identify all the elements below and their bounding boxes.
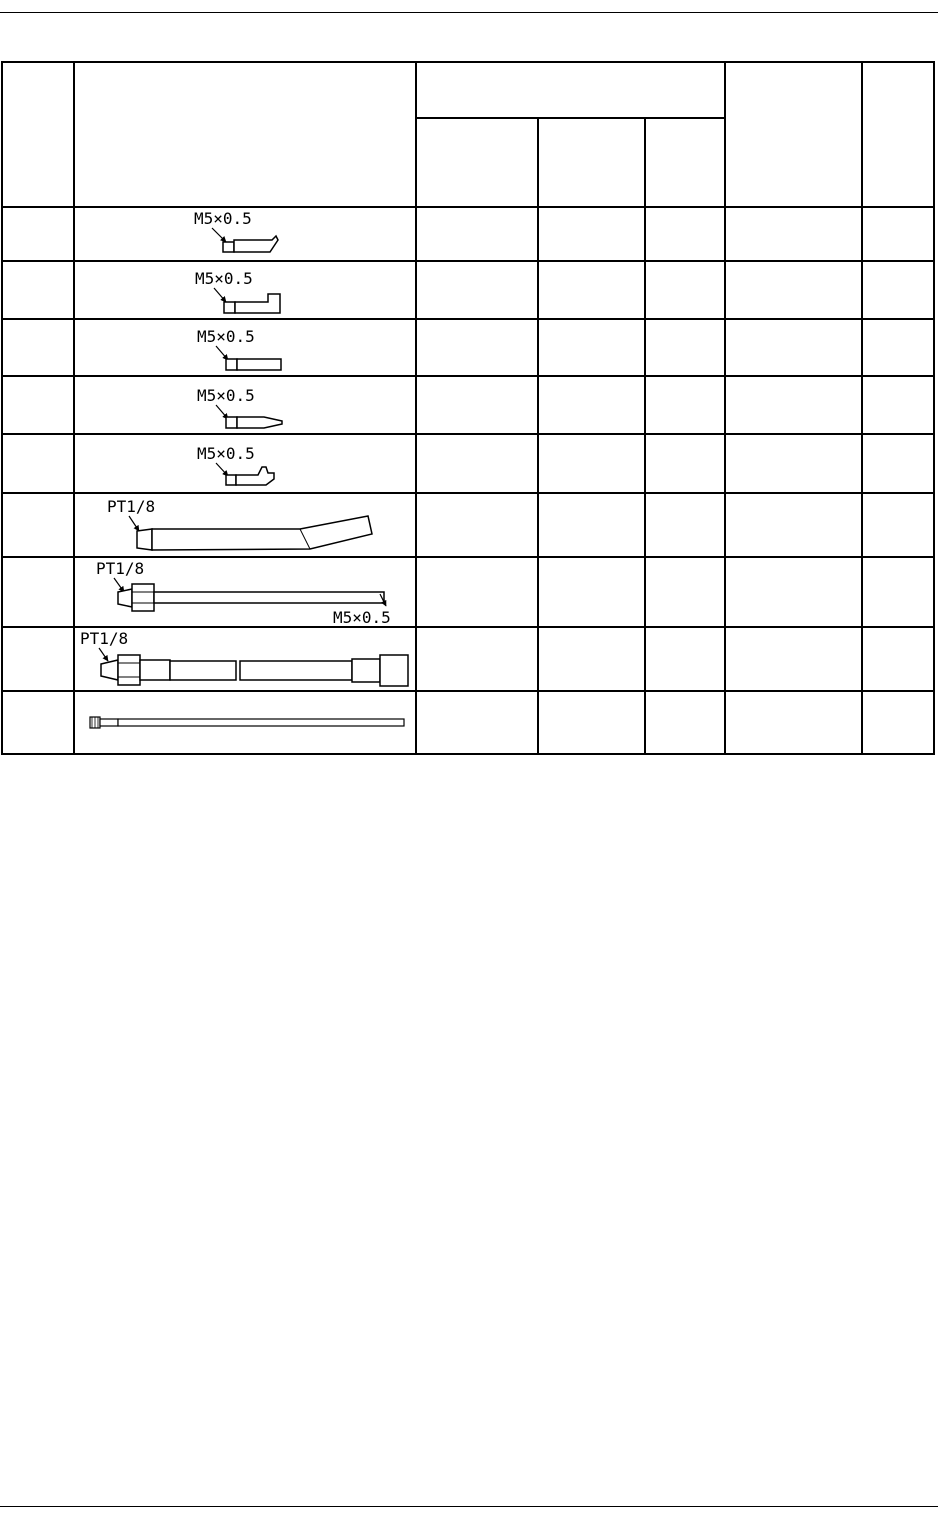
thread-label: M5×0.5 — [197, 444, 255, 463]
nozzle-drawing-2 — [195, 269, 280, 313]
nozzle-drawing-5 — [197, 444, 274, 485]
thread-label: M5×0.5 — [195, 269, 253, 288]
nozzle-drawing-4 — [197, 386, 282, 428]
thread-label: M5×0.5 — [194, 209, 252, 228]
thread-label: PT1/8 — [80, 629, 129, 648]
nozzle-drawing-6 — [107, 497, 372, 550]
thread-label: M5×0.5 — [197, 327, 255, 346]
nozzle-drawing-8 — [80, 629, 408, 686]
thread-label: PT1/8 — [107, 497, 156, 516]
nozzle-drawing-9 — [90, 717, 404, 728]
thread-label: M5×0.5 — [197, 386, 255, 405]
thread-label: M5×0.5 — [333, 608, 391, 627]
nozzle-drawing-7 — [96, 559, 391, 627]
nozzle-drawing-3 — [197, 327, 281, 370]
nozzle-drawing-1 — [194, 209, 278, 252]
bottom-rule — [0, 1506, 938, 1507]
table-grid — [2, 62, 934, 754]
thread-label: PT1/8 — [96, 559, 145, 578]
